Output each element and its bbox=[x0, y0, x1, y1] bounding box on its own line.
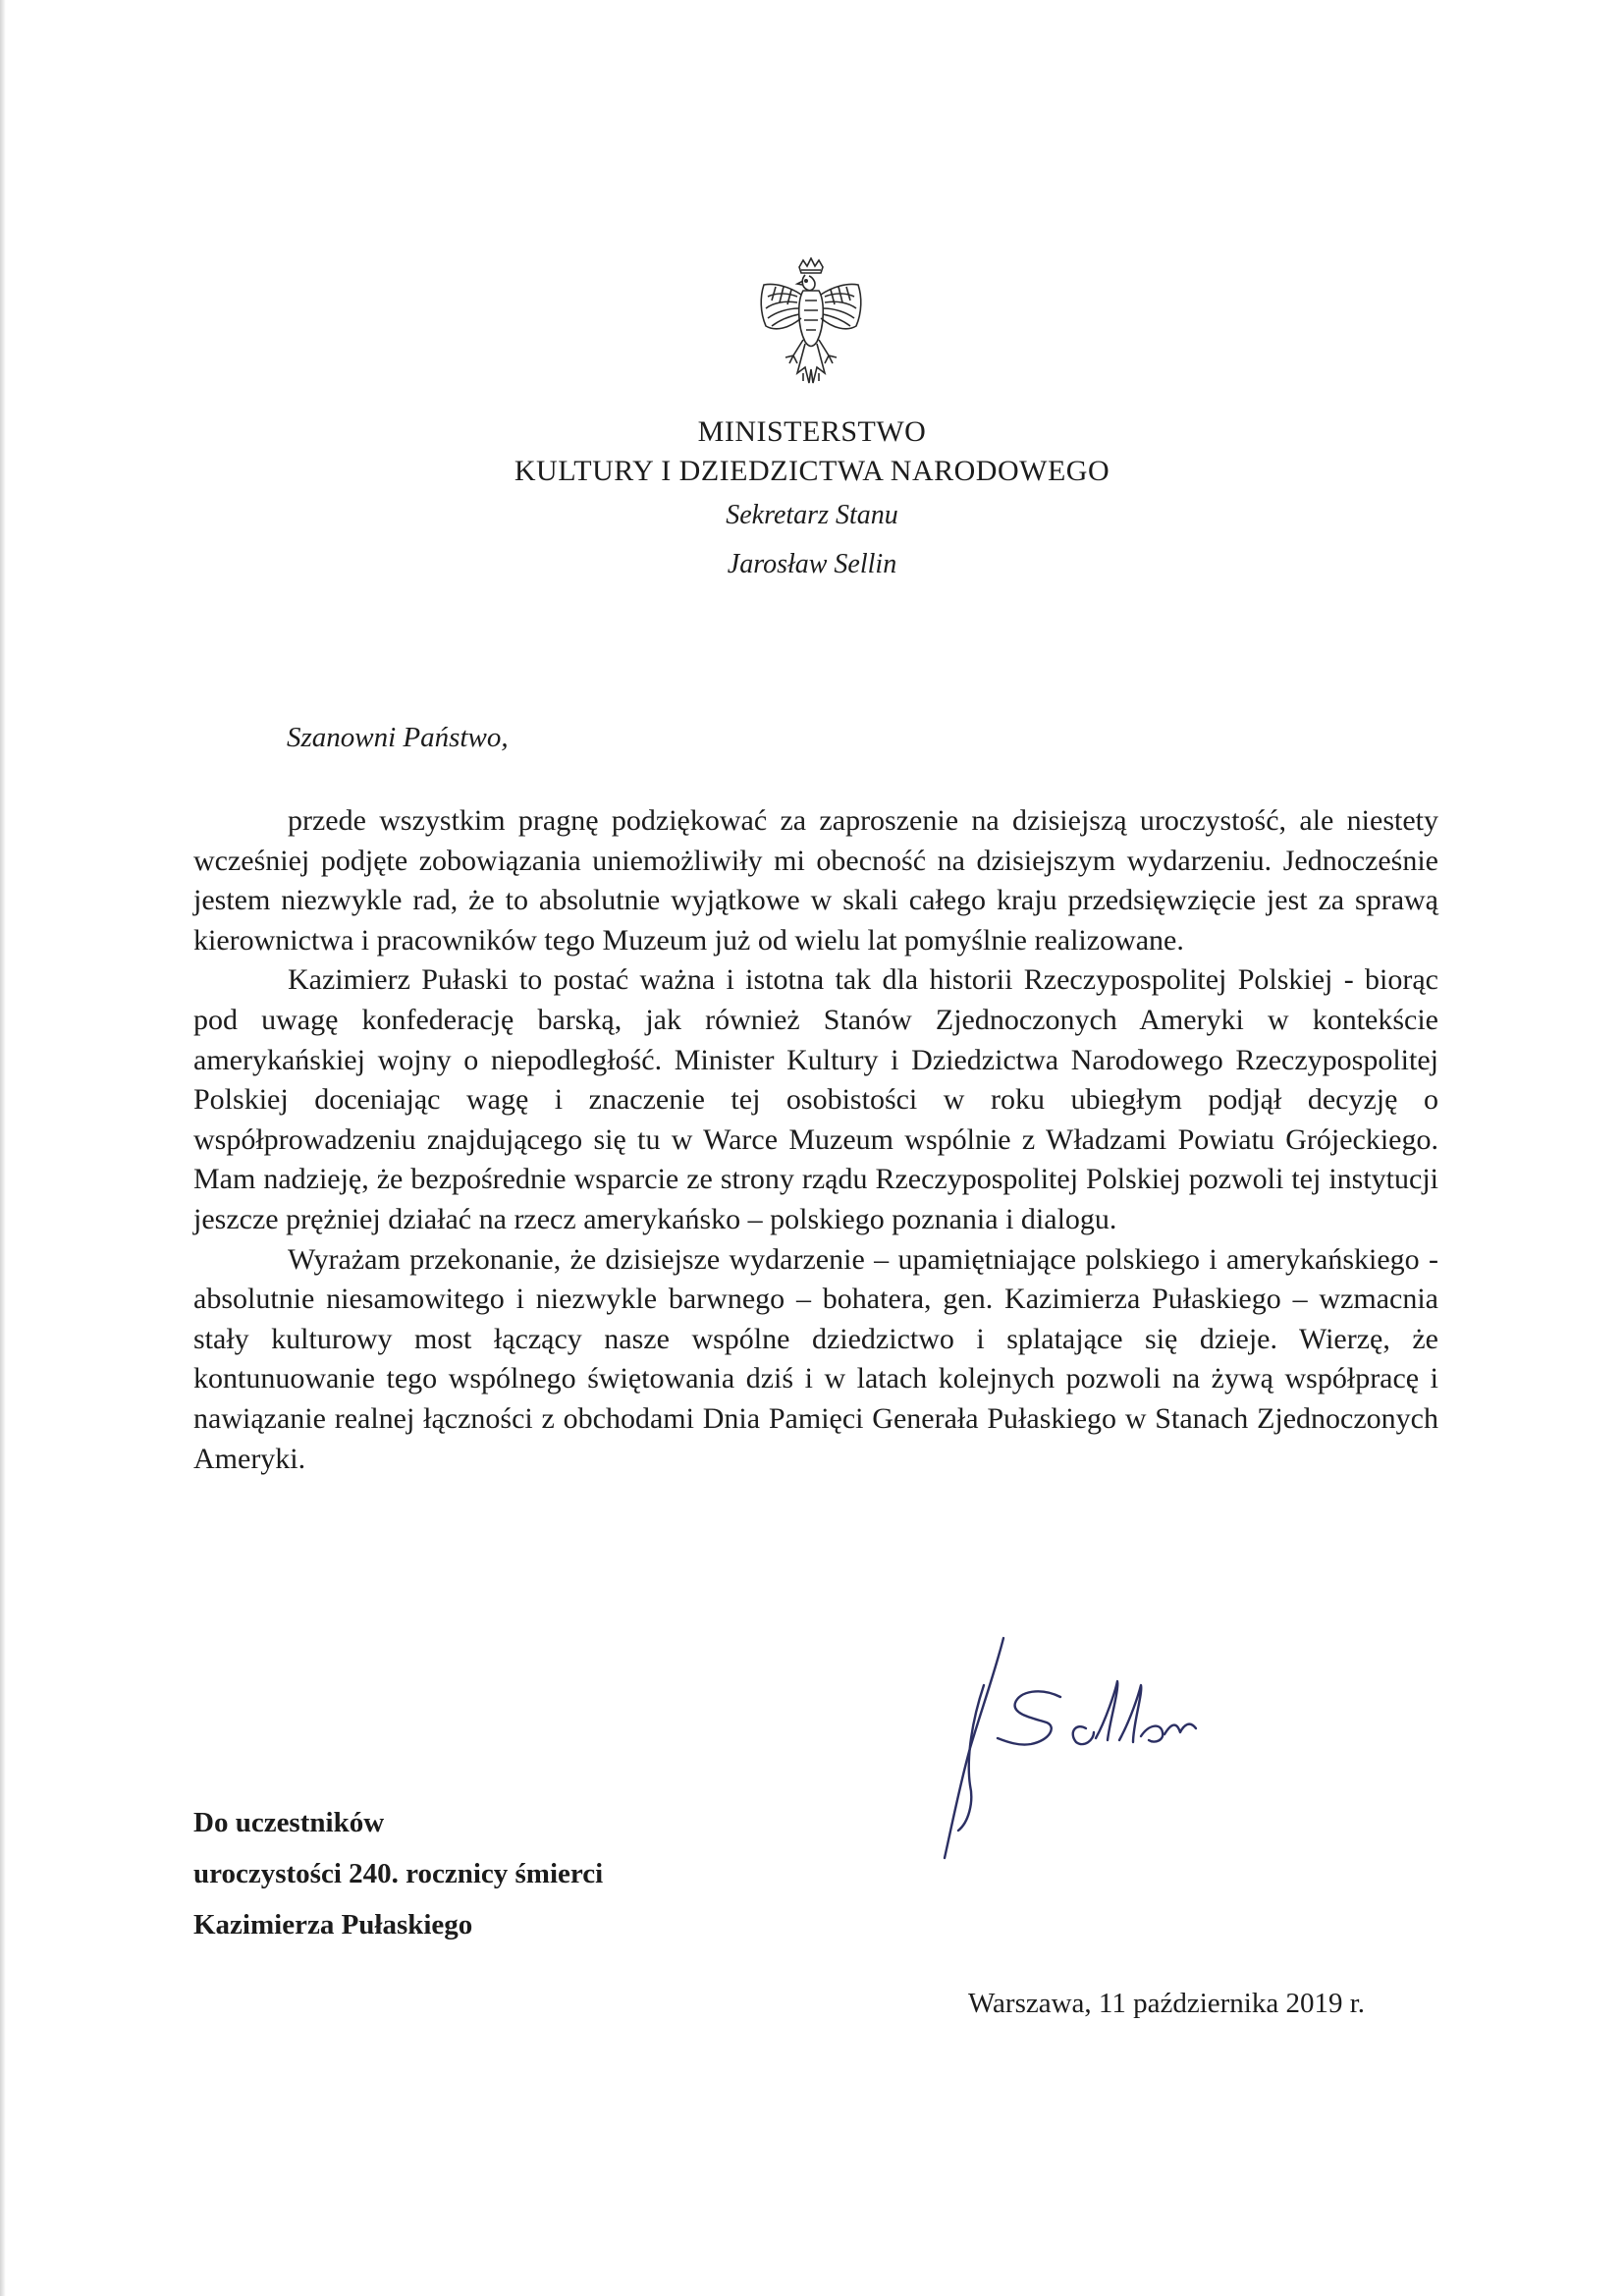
greeting: Szanowni Państwo, bbox=[287, 722, 509, 753]
paragraph: Wyrażam przekonanie, że dzisiejsze wydarzenie – upamiętniające polskiego i amerykańskiego - absolutnie niesamowitego i niezwykle barwnego – bohatera, gen. Kazimierza Pułaskiego – wzmacnia stały kulturowy most łączący nasze wspólne dziedzictwo i splatające się dzieje. Wierzę, że kontunuowanie tego wspólnego świętowania dziś i w latach kolejnych pozwoli na żywą współpracę i nawiązanie realnej łączności z obchodami Dnia Pamięci Generała Pułaskiego w Stanach Zjednoczonych Ameryki. bbox=[193, 1242, 1438, 1475]
ministry-name-line1: MINISTERSTWO bbox=[697, 415, 927, 448]
recipient-block bbox=[193, 1797, 603, 1950]
white-eagle-emblem-icon bbox=[746, 257, 876, 395]
ministry-name-line2: KULTURY I DZIEDZICTWA NARODOWEGO bbox=[514, 455, 1110, 487]
recipient-line: Do uczestników bbox=[193, 1807, 385, 1838]
paragraph: przede wszystkim pragnę podziękować za zaproszenie na dzisiejszą uroczystość, ale niestety wcześniej podjęte zobowiązania uniemożliwiły mi obecność na dzisiejszym wydarzeniu. Jednocześnie jestem niezwykle rad, że to absolutnie wyjątkowe w skali całego kraju przedsięwzięcie jest za sprawą kierownictwa i pracowników tego Muzeum już od wielu lat pomyślnie realizowane. bbox=[193, 804, 1438, 957]
paragraph: Kazimierz Pułaski to postać ważna i istotna tak dla historii Rzeczypospolitej Polskiej - biorąc pod uwagę konfederację barską, jak również Stanów Zjednoczonych Ameryki w kontekście amerykańskiej wojny o niepodległość. Minister Kultury i Dziedzictwa Narodowego Rzeczypospolitej Polskiej doceniając wagę i znaczenie tej osobistości w roku ubiegłym podjął decyzję o współprowadzeniu znajdującego się tu w Warce Muzeum wspólnie z Władzami Powiatu Grójeckiego. Mam nadzieję, że bezpośrednie wsparcie ze strony rządu Rzeczypospolitej Polskiej pozwoli tej instytucji jeszcze prężniej działać na rzecz amerykańsko – polskiego poznania i dialogu. bbox=[193, 963, 1438, 1235]
letter-body bbox=[193, 801, 1438, 1479]
recipient-line: uroczystości 240. rocznicy śmierci bbox=[193, 1858, 604, 1889]
sender-name: Jarosław Sellin bbox=[727, 549, 897, 579]
handwritten-signature-icon bbox=[913, 1630, 1286, 1876]
sender-role: Sekretarz Stanu bbox=[726, 500, 898, 530]
letterhead bbox=[0, 412, 1624, 589]
recipient-line: Kazimierza Pułaskiego bbox=[193, 1909, 473, 1941]
date-place: Warszawa, 11 października 2019 r. bbox=[968, 1988, 1366, 2019]
page-edge bbox=[0, 0, 6, 2296]
